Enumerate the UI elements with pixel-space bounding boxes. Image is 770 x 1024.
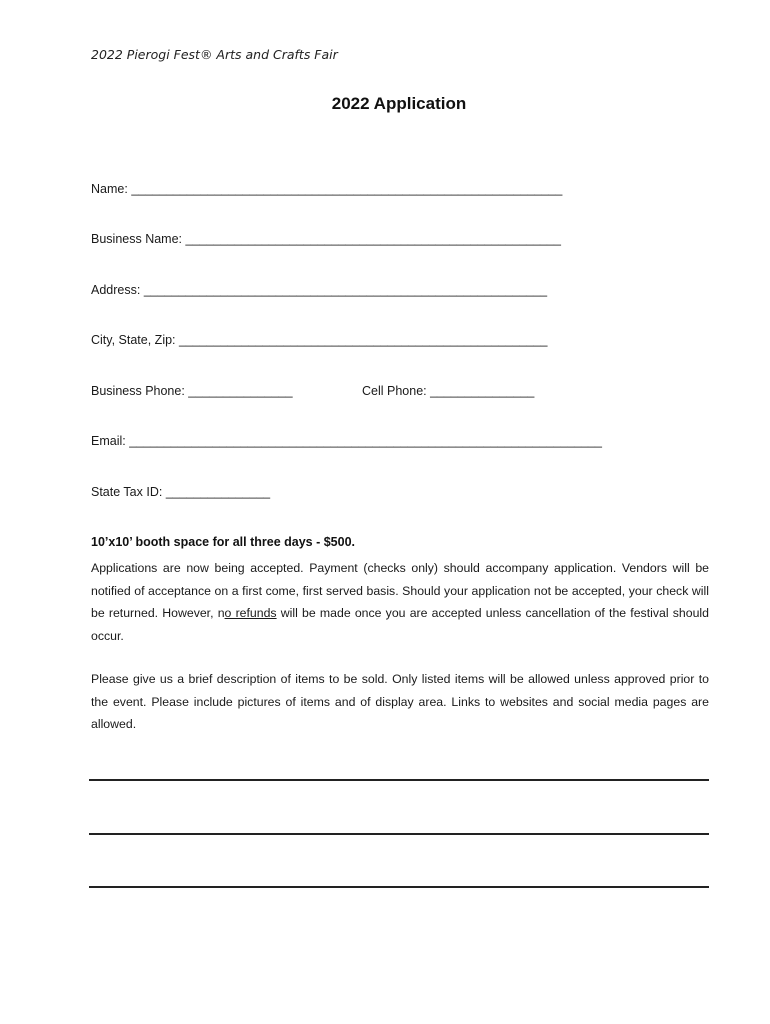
page-title: 2022 Application: [331, 94, 467, 113]
address-blank[interactable]: __________________________________________________________: [143, 283, 548, 297]
business-name-blank[interactable]: ______________________________________________________: [185, 232, 561, 246]
business-name-field[interactable]: [91, 232, 561, 246]
email-field[interactable]: [91, 434, 602, 448]
acceptance-text-start: Applications are now being accepted. Payment (checks only) should accompany application. Vendors will be notified of acceptance on a first come, first served basis. Should your application not be accepted, your check will be returned. However, n: [91, 561, 709, 620]
city-state-zip-label: City, State, Zip:: [91, 333, 176, 347]
name-blank[interactable]: ______________________________________________________________: [131, 182, 563, 196]
booth-price: 10’x10’ booth space for all three days - $500.: [91, 535, 356, 549]
email-label: Email:: [91, 434, 126, 448]
name-label: Name:: [91, 182, 128, 196]
description-paragraph: Please give us a brief description of items to be sold. Only listed items will be allowed unless approved prior to the event. Please include pictures of items and of display area. Links to websites and social media pages are allowed.: [91, 672, 709, 731]
name-field[interactable]: [91, 182, 562, 196]
business-phone-blank[interactable]: _______________: [188, 384, 293, 398]
city-state-zip-field[interactable]: [91, 333, 547, 347]
no-refunds-underlined: o refunds: [224, 606, 277, 620]
cell-phone-label: Cell Phone:: [362, 384, 427, 398]
address-label: Address:: [91, 283, 141, 297]
cell-phone-blank[interactable]: _______________: [430, 384, 535, 398]
address-field[interactable]: [91, 283, 547, 297]
city-state-zip-blank[interactable]: _____________________________________________________: [179, 333, 548, 347]
state-tax-id-label: State Tax ID:: [91, 485, 163, 499]
description-line-3[interactable]: [89, 886, 709, 888]
header-note: 2022 Pierogi Fest® Arts and Crafts Fair: [91, 47, 338, 62]
business-phone-field[interactable]: [91, 384, 293, 398]
business-phone-label: Business Phone:: [91, 384, 185, 398]
description-line-2[interactable]: [89, 833, 709, 835]
acceptance-text-end: will be made once you are accepted unless cancellation of the festival should occur.: [91, 606, 709, 643]
email-blank[interactable]: ____________________________________________________________________: [129, 434, 602, 448]
acceptance-paragraph: [91, 557, 709, 647]
state-tax-id-field[interactable]: [91, 485, 270, 499]
description-line-1[interactable]: [89, 779, 709, 781]
business-name-label: Business Name:: [91, 232, 183, 246]
cell-phone-field[interactable]: [362, 384, 534, 398]
state-tax-id-blank[interactable]: _______________: [165, 485, 271, 499]
